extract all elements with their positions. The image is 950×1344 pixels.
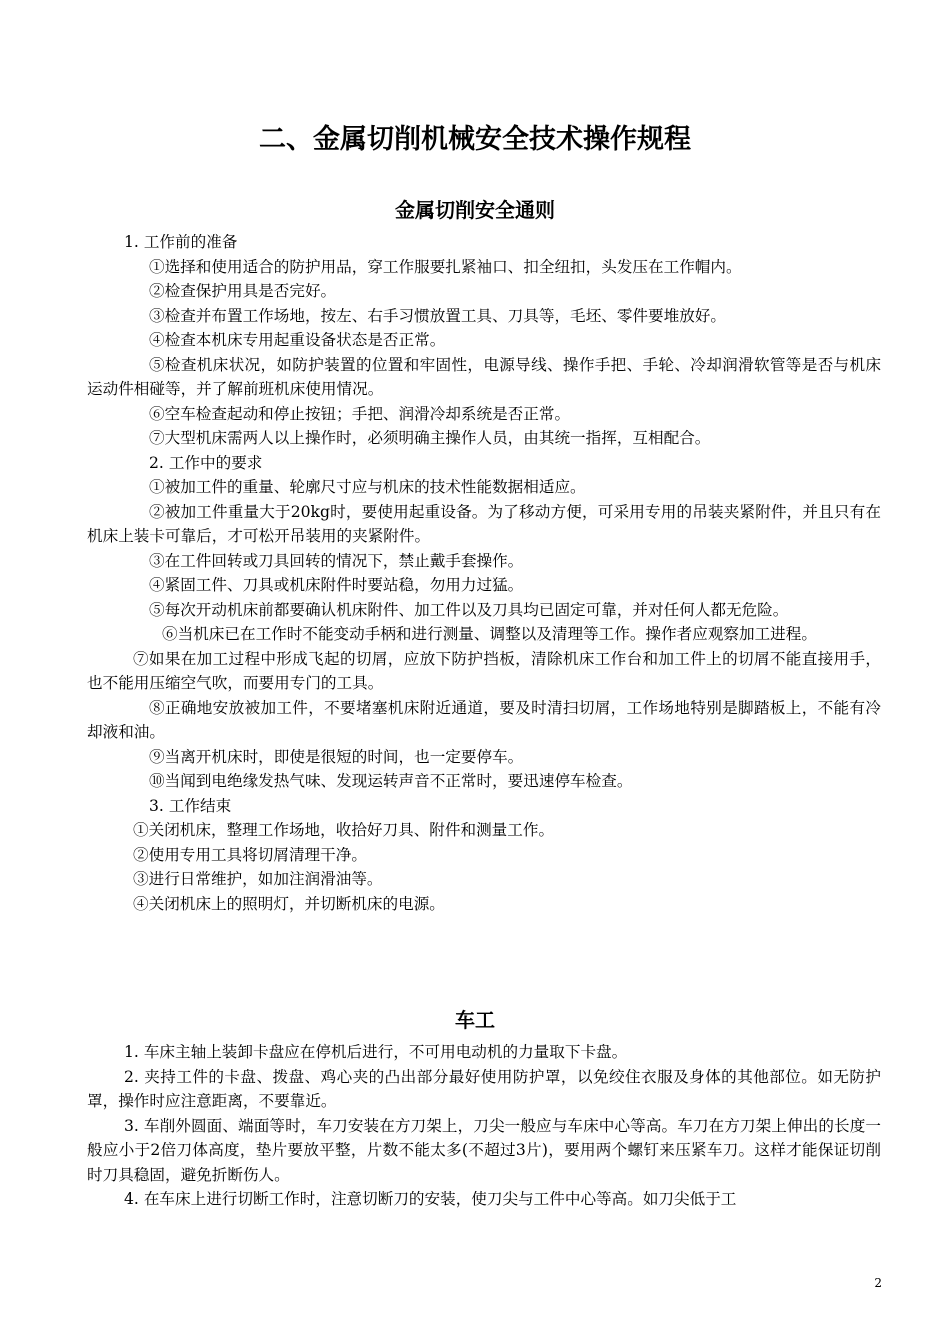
paragraph: ⑤检查机床状况，如防护装置的位置和牢固性，电源导线、操作手把、手轮、冷却润滑软管等是否与机床运动件相碰等，并了解前班机床使用情况。 [87,355,881,398]
paragraph: ①选择和使用适合的防护用品，穿工作服要扎紧袖口、扣全纽扣，头发压在工作帽内。 [149,257,742,276]
paragraph: ⑥当机床已在工作时不能变动手柄和进行测量、调整以及清理等工作。操作者应观察加工进程。 [162,625,817,643]
document-title: 二、金属切削机械安全技术操作规程 [259,124,691,155]
paragraph: ④紧固工件、刀具或机床附件时要站稳，勿用力过猛。 [149,576,524,594]
paragraph: ②使用专用工具将切屑清理干净。 [133,845,367,864]
page-number: 2 [874,1276,882,1290]
section-heading-turning: 车工 [455,1008,495,1032]
paragraph: ⑨当离开机床时，即使是很短的时间，也一定要停车。 [149,747,524,766]
paragraph: ④关闭机床上的照明灯，并切断机床的电源。 [133,894,445,913]
list-item: 1. 车床主轴上装卸卡盘应在停机后进行，不可用电动机的力量取下卡盘。 [124,1043,628,1061]
section-heading-general-rules: 金属切削安全通则 [395,198,555,222]
paragraph: ②被加工件重量大于20kg时，要使用起重设备。为了移动方便，可采用专用的吊装夹紧附件，并且只有在机床上装卡可靠后，才可松开吊装用的夹紧附件。 [87,502,881,545]
paragraph: ⑥空车检查起动和停止按钮；手把、润滑冷却系统是否正常。 [149,404,571,423]
paragraph: ⑦大型机床需两人以上操作时，必须明确主操作人员，由其统一指挥，互相配合。 [149,429,711,447]
paragraph: ⑧正确地安放被加工件，不要堵塞机床附近通道，要及时清扫切屑，工作场地特别是脚踏板上，不能有冷却液和油。 [87,698,881,741]
paragraph: ①关闭机床，整理工作场地，收拾好刀具、附件和测量工作。 [133,821,555,839]
subsection-title-before-work: 1. 工作前的准备 [124,233,238,251]
list-item: 2. 夹持工件的卡盘、拨盘、鸡心夹的凸出部分最好使用防护罩，以免绞住衣服及身体的其他部位。如无防护罩，操作时应注意距离，不要靠近。 [87,1067,881,1110]
general-rules-body [87,230,881,916]
paragraph: ③检查并布置工作场地，按左、右手习惯放置工具、刀具等，毛坯、零件要堆放好。 [149,306,726,325]
paragraph: ④检查本机床专用起重设备状态是否正常。 [149,331,446,349]
list-item: 4. 在车床上进行切断工作时，注意切断刀的安装，使刀尖与工件中心等高。如刀尖低于工 [124,1190,737,1208]
paragraph: ①被加工件的重量、轮廓尺寸应与机床的技术性能数据相适应。 [149,478,586,496]
paragraph: ③在工件回转或刀具回转的情况下，禁止戴手套操作。 [149,551,524,570]
subsection-title-after-work: 3. 工作结束 [149,796,232,815]
paragraph: ⑦如果在加工过程中形成飞起的切屑，应放下防护挡板，清除机床工作台和加工件上的切屑不能直接用手，也不能用压缩空气吹，而要用专门的工具。 [87,649,881,692]
paragraph: ②检查保护用具是否完好。 [149,282,337,300]
list-item: 3. 车削外圆面、端面等时，车刀安装在方刀架上，刀尖一般应与车床中心等高。车刀在方刀架上伸出的长度一般应小于2倍刀体高度，垫片要放平整，片数不能太多(不超过3片)，要用两个螺钉来压紧车刀。这样才能保证切削时刀具稳固，避免折断伤人。 [87,1116,881,1184]
paragraph: ⑤每次开动机床前都要确认机床附件、加工件以及刀具均已固定可靠，并对任何人都无危险。 [149,600,789,619]
turning-body [87,1040,881,1212]
subsection-title-during-work: 2. 工作中的要求 [149,453,263,472]
paragraph: ⑩当闻到电绝缘发热气味、发现运转声音不正常时，要迅速停车检查。 [149,772,633,790]
paragraph: ③进行日常维护，如加注润滑油等。 [133,870,383,888]
